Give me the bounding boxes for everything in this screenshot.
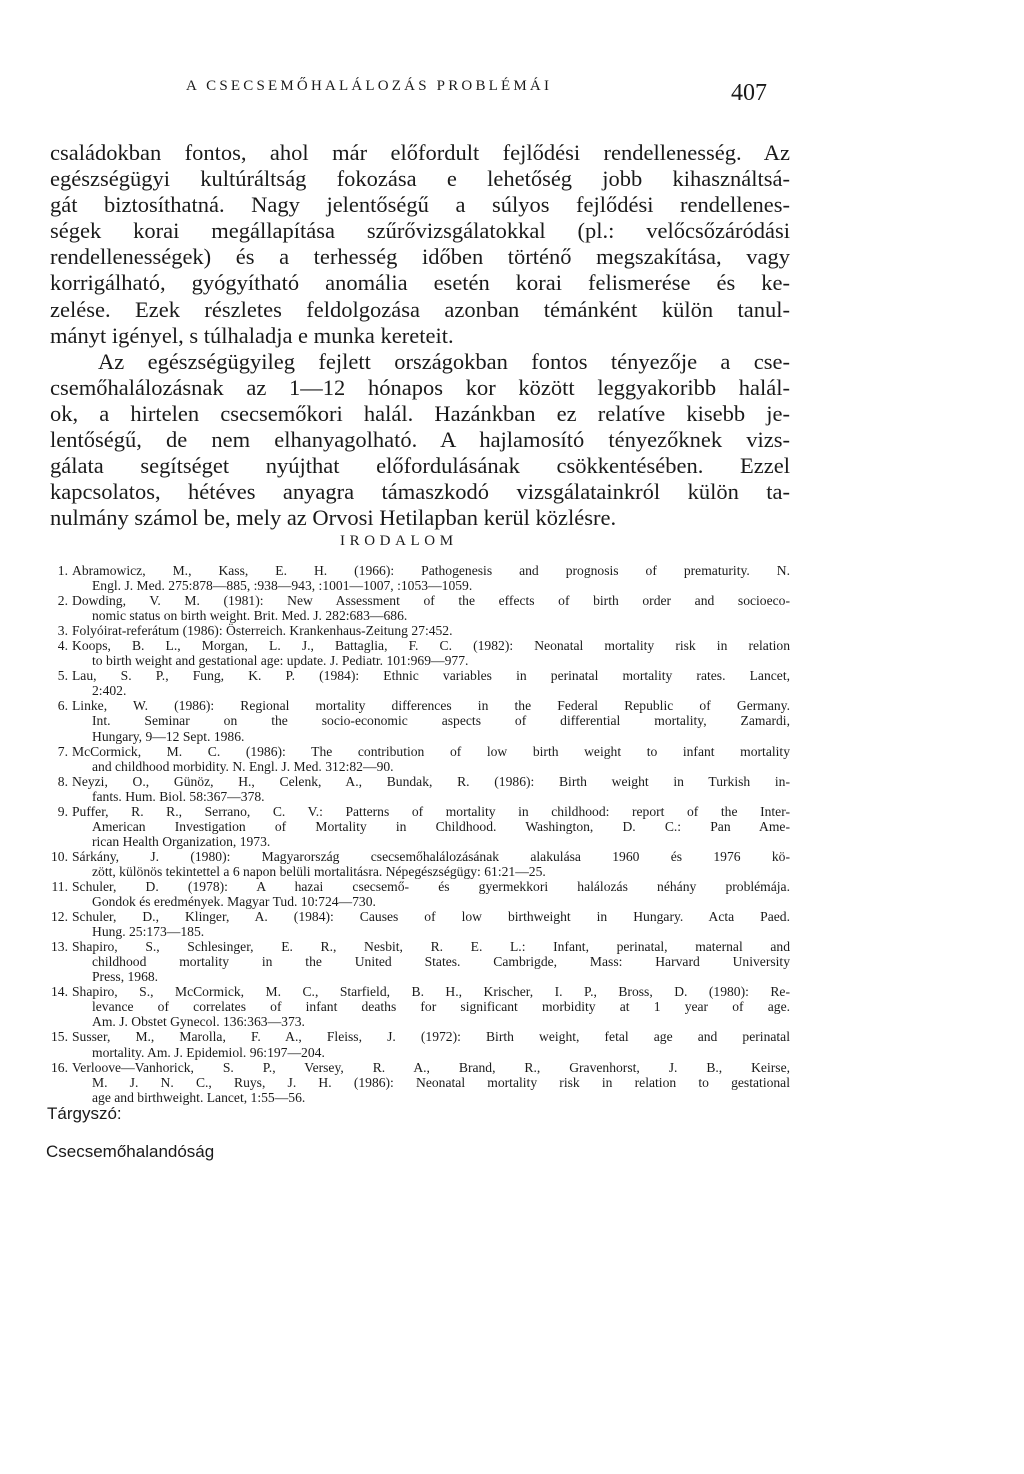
reference-line [40, 909, 790, 924]
keywords-label: Tárgyszó: [47, 1104, 122, 1123]
reference-line [40, 879, 790, 894]
reference-number: 11. [51, 878, 68, 894]
reference-number: 10. [51, 848, 68, 864]
reference-line [40, 924, 790, 939]
reference-text: Dowding, V. M. (1981): New Assessment of the effects of birth order and socioeco- [72, 593, 790, 609]
reference-number: 3. [57, 623, 68, 639]
reference-text: mortality. Am. J. Epidemiol. 96:197—204. [92, 1044, 325, 1060]
body-line: csemőhalálozásnak az 1—12 hónapos kor között leggyakoribb halál- [50, 374, 790, 400]
reference-text: Schuler, D. (1978): A hazai csecsemő- és gyermekkori halálozás néhány problémája. [72, 878, 790, 894]
reference-number: 1. [57, 563, 68, 578]
reference-text: Schuler, D., Klinger, A. (1984): Causes of low birthweight in Hungary. Acta Paed. [72, 909, 790, 925]
reference-line [40, 939, 790, 954]
reference-line [40, 683, 790, 698]
reference-text: Hungary, 9—12 Sept. 1986. [92, 728, 245, 744]
reference-line [40, 593, 790, 608]
reference-number: 13. [51, 939, 68, 955]
body-line: nulmány számol be, mely az Orvosi Hetilapban kerül közlésre. [50, 505, 617, 531]
reference-line [40, 1014, 790, 1029]
reference-number: 14. [51, 984, 68, 1000]
reference-line [40, 1090, 790, 1105]
reference-number: 2. [57, 593, 68, 609]
reference-line [40, 759, 790, 774]
reference-text: childhood mortality in the United States. Cambrigde, Mass: Harvard University [92, 954, 790, 970]
reference-line [40, 563, 790, 578]
reference-text: Sárkány, J. (1980): Magyarország csecsemőhalálozásának alakulása 1960 és 1976 kö- [72, 848, 790, 864]
reference-text: McCormick, M. C. (1986): The contribution of low birth weight to infant mortality [72, 743, 790, 759]
reference-line [40, 608, 790, 623]
reference-number: 8. [57, 773, 68, 789]
body-line: gálata segítséget nyújthat előfordulásának csökkentésében. Ezzel [50, 453, 790, 479]
body-text [50, 140, 790, 531]
page-number: 407 [731, 80, 767, 106]
reference-line [40, 1029, 790, 1044]
reference-number: 6. [57, 698, 68, 714]
reference-text: Gondok és eredmények. Magyar Tud. 10:724—730. [92, 894, 376, 910]
reference-text: age and birthweight. Lancet, 1:55—56. [92, 1089, 306, 1105]
body-line: korrigálható, gyógyítható anomália esetén korai felismerése és ke- [50, 270, 790, 296]
body-line: zelése. Ezek részletes feldolgozása azonban témánként külön tanul- [50, 296, 790, 322]
reference-list [40, 563, 790, 1105]
reference-line [40, 668, 790, 683]
reference-line [40, 984, 790, 999]
reference-text: American Investigation of Mortality in Childhood. Washington, D. C.: Pan Ame- [92, 818, 790, 834]
reference-text: Koops, B. L., Morgan, L. J., Battaglia, F. C. (1982): Neonatal mortality risk in relation [72, 638, 790, 654]
reference-text: Verloove—Vanhorick, S. P., Versey, R. A., Brand, R., Gravenhorst, J. B., Keirse, [72, 1059, 790, 1075]
reference-text: Shapiro, S., McCormick, M. C., Starfield, B. H., Krischer, I. P., Bross, D. (1980): Re- [72, 984, 790, 1000]
reference-text: Hung. 25:173—185. [92, 924, 205, 940]
reference-text: Press, 1968. [92, 969, 159, 985]
reference-line [40, 623, 790, 638]
reference-line [40, 713, 790, 728]
reference-text: Susser, M., Marolla, F. A., Fleiss, J. (1972): Birth weight, fetal age and perinatal [72, 1029, 790, 1045]
reference-text: levance of correlates of infant deaths for significant morbidity at 1 year of age. [92, 999, 790, 1015]
body-line: Az egészségügyileg fejlett országokban fontos tényezője a cse- [98, 348, 790, 374]
reference-line [40, 729, 790, 744]
reference-text: Neyzi, O., Günöz, H., Celenk, A., Bundak, R. (1986): Birth weight in Turkish in- [72, 773, 790, 789]
reference-line [40, 894, 790, 909]
reference-line [40, 849, 790, 864]
reference-text: and childhood morbidity. N. Engl. J. Med. 312:82—90. [92, 758, 394, 774]
reference-text: Engl. J. Med. 275:878—885, :938—943, :1001—1007, :1053—1059. [92, 578, 473, 594]
body-line: mányt igényel, s túlhaladja e munka kereteit. [50, 322, 454, 348]
body-line: lentőségű, de nem elhanyagolható. A hajlamosító tényezőknek vizs- [50, 427, 790, 453]
reference-line [40, 578, 790, 593]
reference-line [40, 969, 790, 984]
reference-number: 12. [51, 909, 68, 925]
reference-line [40, 819, 790, 834]
reference-line [40, 774, 790, 789]
reference-number: 5. [57, 668, 68, 684]
reference-text: fants. Hum. Biol. 58:367—378. [92, 788, 265, 804]
reference-line [40, 638, 790, 653]
reference-text: Lau, S. P., Fung, K. P. (1984): Ethnic variables in perinatal mortality rates. Lancet, [72, 668, 790, 684]
running-title: A CSECSEMŐHALÁLOZÁS PROBLÉMÁI [186, 78, 553, 94]
reference-text: M. J. N. C., Ruys, J. H. (1986): Neonatal mortality risk in relation to gestational [92, 1074, 790, 1090]
reference-line [40, 864, 790, 879]
reference-line [40, 698, 790, 713]
reference-text: Folyóirat-referátum (1986): Österreich. Krankenhaus-Zeitung 27:452. [72, 623, 453, 639]
reference-text: nomic status on birth weight. Brit. Med. J. 282:683—686. [92, 608, 408, 624]
reference-line [40, 834, 790, 849]
reference-line [40, 954, 790, 969]
reference-text: Am. J. Obstet Gynecol. 136:363—373. [92, 1014, 305, 1030]
body-line: gát biztosíthatná. Nagy jelentőségű a súlyos fejlődési rendellenes- [50, 192, 790, 218]
reference-line [40, 1075, 790, 1090]
body-line: egészségügyi kultúráltság fokozása e lehetőség jobb kihasználtsá- [50, 166, 790, 192]
reference-number: 15. [51, 1029, 68, 1045]
reference-text: Puffer, R. R., Serrano, C. V.: Patterns of mortality in childhood: report of the Inter- [72, 803, 790, 819]
reference-number: 16. [51, 1059, 68, 1075]
reference-text: Shapiro, S., Schlesinger, E. R., Nesbit, R. E. L.: Infant, perinatal, maternal and [72, 939, 790, 955]
reference-line [40, 744, 790, 759]
reference-text: Abramowicz, M., Kass, E. H. (1966): Pathogenesis and prognosis of prematurity. N. [72, 563, 790, 578]
references-heading: IRODALOM [340, 533, 458, 549]
reference-line [40, 999, 790, 1014]
reference-line [40, 1045, 790, 1060]
reference-number: 7. [57, 743, 68, 759]
reference-text: 2:402. [92, 683, 127, 699]
body-line: ok, a hirtelen csecsemőkori halál. Hazánkban ez relatíve kisebb je- [50, 400, 790, 426]
reference-number: 9. [57, 803, 68, 819]
reference-text: Linke, W. (1986): Regional mortality differences in the Federal Republic of Germany. [72, 698, 790, 714]
reference-line [40, 804, 790, 819]
reference-line [40, 653, 790, 668]
reference-line [40, 789, 790, 804]
reference-text: to birth weight and gestational age: update. J. Pediatr. 101:969—977. [92, 653, 469, 669]
body-line: családokban fontos, ahol már előfordult fejlődési rendellenesség. Az [50, 140, 790, 165]
body-line: kapcsolatos, hétéves anyagra támaszkodó vizsgálatainkról külön ta- [50, 479, 790, 505]
reference-number: 4. [57, 638, 68, 654]
body-line: rendellenességek) és a terhesség időben történő megszakítása, vagy [50, 244, 790, 270]
keywords-value: Csecsemőhalandóság [46, 1142, 215, 1161]
reference-text: Int. Seminar on the socio-economic aspects of differential mortality, Zamardi, [92, 713, 790, 729]
reference-line [40, 1060, 790, 1075]
reference-text: zött, különös tekintettel a 6 napon belüli mortalitásra. Népegészségügy: 61:21—25. [92, 863, 546, 879]
body-line: ségek korai megállapítása szűrővizsgálatokkal (pl.: velőcsőzáródási [50, 218, 790, 244]
reference-text: rican Health Organization, 1973. [92, 833, 271, 849]
